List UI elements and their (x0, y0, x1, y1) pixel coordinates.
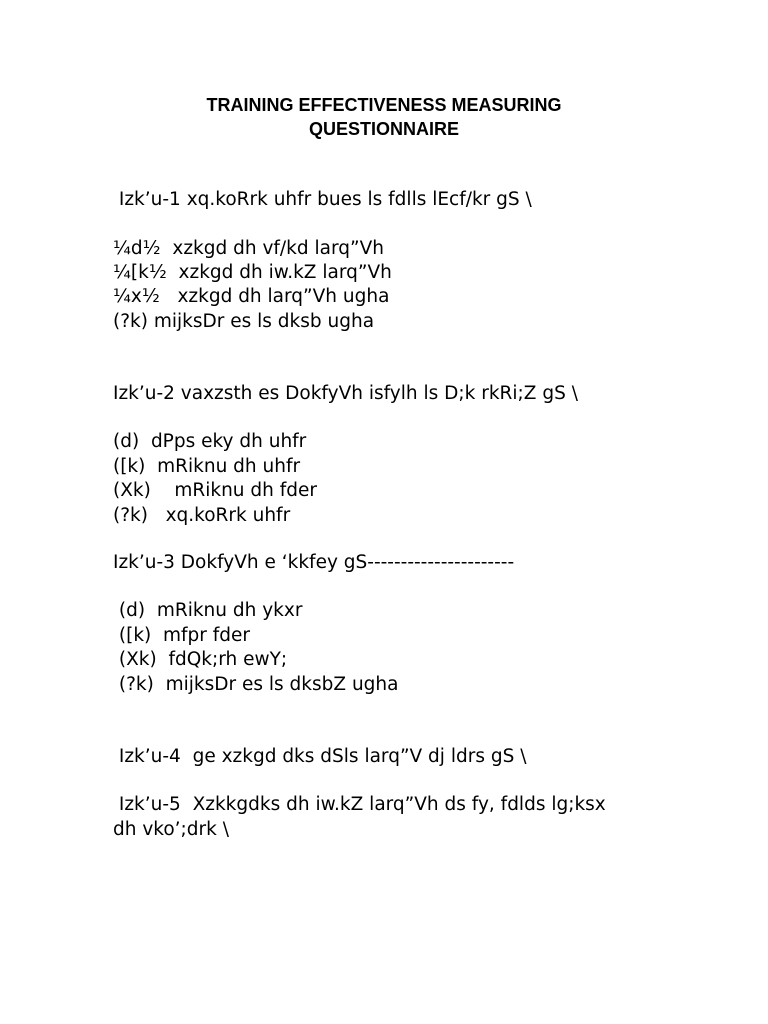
question-1-text: Izk’u-1 xq.koRrk uhfr bues ls fdlls lEcf/kr gS \ (113, 189, 532, 210)
question-1-option-b: ¼[k½ xzkgd dh iw.kZ larq”Vh (113, 262, 392, 283)
question-1-option-d: (?k) mijksDr es ls dksb ugha (113, 311, 375, 332)
question-2-option-c: (Xk) mRiknu dh fder (113, 480, 317, 501)
question-2-text: Izk’u-2 vaxzsth es DokfyVh isfylh ls D;k rkRi;Z gS \ (113, 383, 578, 404)
question-5-text-continuation: dh vko’;drk \ (113, 819, 229, 840)
question-3-option-c: (Xk) fdQk;rh ewY; (113, 649, 288, 670)
question-2-option-d: (?k) xq.koRrk uhfr (113, 505, 291, 526)
question-4-text: Izk’u-4 ge xzkgd dks dSls larq”V dj ldrs gS \ (113, 746, 527, 767)
question-3-text: Izk’u-3 DokfyVh e ‘kkfey gS---------------------- (113, 552, 515, 573)
document-title-line-2: QUESTIONNAIRE (308, 119, 459, 139)
question-1-option-a: ¼d½ xzkgd dh vf/kd larq”Vh (113, 238, 384, 259)
question-1-option-c: ¼x½ xzkgd dh larq”Vh ugha (113, 286, 390, 307)
question-3-option-b: ([k) mfpr fder (113, 625, 251, 646)
question-2-option-b: ([k) mRiknu dh uhfr (113, 456, 301, 477)
question-3-option-a: (d) mRiknu dh ykxr (113, 600, 303, 621)
question-3-option-d: (?k) mijksDr es ls dksbZ ugha (113, 674, 399, 695)
question-2-option-a: (d) dPps eky dh uhfr (113, 431, 307, 452)
question-5-text: Izk’u-5 Xzkkgdks dh iw.kZ larq”Vh ds fy, fdlds lg;ksx (113, 794, 606, 815)
document-title-line-1: TRAINING EFFECTIVENESS MEASURING (206, 95, 562, 115)
